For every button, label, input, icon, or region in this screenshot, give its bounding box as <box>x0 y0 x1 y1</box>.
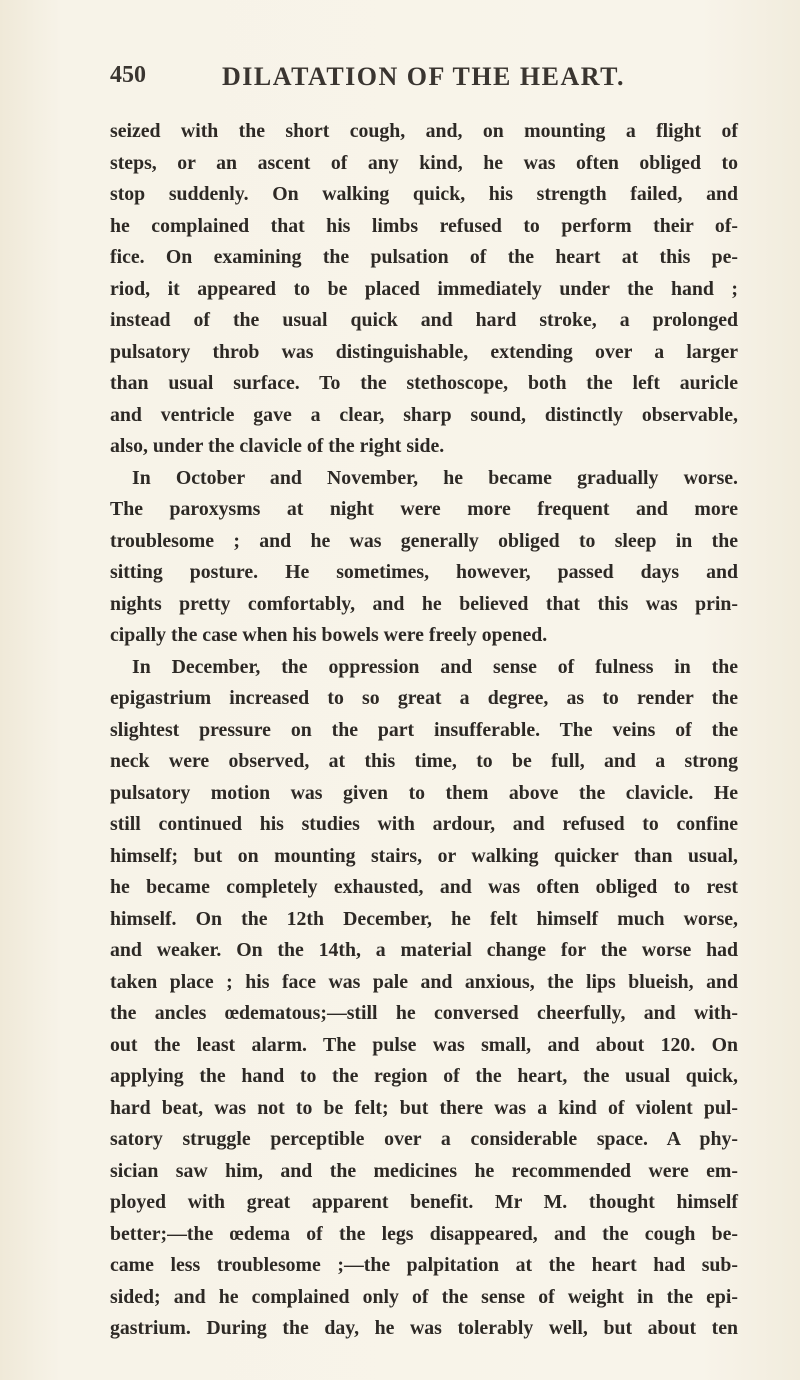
text-line: troublesome ; and he was generally obliged to sleep in the <box>110 529 738 552</box>
text-line: he became completely exhausted, and was often obliged to rest <box>110 876 738 898</box>
text-line: sician saw him, and the medicines he recommended were em- <box>110 1159 738 1182</box>
running-title: DILATATION OF THE HEART. <box>222 62 625 91</box>
text-line: still continued his studies with ardour, and refused to confine <box>110 813 738 835</box>
text-line: stop suddenly. On walking quick, his strength failed, and <box>110 183 738 205</box>
text-line: steps, or an ascent of any kind, he was often obliged to <box>110 151 738 174</box>
text-line: than usual surface. To the stethoscope, both the left auricle <box>110 372 738 394</box>
text-line: gastrium. During the day, he was tolerably well, but about ten <box>110 1317 738 1339</box>
text-line: satory struggle perceptible over a considerable space. A phy- <box>110 1128 738 1150</box>
text-line: pulsatory motion was given to them above the clavicle. He <box>110 781 738 804</box>
text-line: sitting posture. He sometimes, however, passed days and <box>110 561 738 583</box>
text-line: out the least alarm. The pulse was small, and about 120. On <box>110 1033 738 1056</box>
running-head <box>110 62 720 96</box>
text-line: himself. On the 12th December, he felt himself much worse, <box>110 907 738 930</box>
text-line: epigastrium increased to so great a degree, as to render the <box>110 687 738 709</box>
text-line: neck were observed, at this time, to be full, and a strong <box>110 750 738 772</box>
text-line: came less troublesome ;—the palpitation at the heart had sub- <box>110 1254 738 1276</box>
text-line: seized with the short cough, and, on mounting a flight of <box>110 120 738 142</box>
text-line: instead of the usual quick and hard stroke, a prolonged <box>110 309 738 331</box>
text-line: better;—the œdema of the legs disappeared, and the cough be- <box>110 1222 738 1245</box>
text-line: and weaker. On the 14th, a material change for the worse had <box>110 939 738 961</box>
text-line: cipally the case when his bowels were freely opened. <box>110 624 548 646</box>
text-line: hard beat, was not to be felt; but there was a kind of violent pul- <box>110 1096 738 1119</box>
text-line: the ancles œdematous;—still he conversed cheerfully, and with- <box>110 1002 738 1024</box>
text-line: nights pretty comfortably, and he believed that this was prin- <box>110 592 738 615</box>
text-line: pulsatory throb was distinguishable, extending over a larger <box>110 340 738 363</box>
text-line: The paroxysms at night were more frequent and more <box>110 498 738 520</box>
page-number: 450 <box>110 62 146 88</box>
text-line: he complained that his limbs refused to perform their of- <box>110 214 738 237</box>
text-line: sided; and he complained only of the sense of weight in the epi- <box>110 1285 738 1308</box>
body-text <box>110 116 738 1345</box>
text-line: fice. On examining the pulsation of the heart at this pe- <box>110 246 738 268</box>
text-line: himself; but on mounting stairs, or walking quicker than usual, <box>110 844 738 867</box>
text-line: also, under the clavicle of the right side. <box>110 435 445 457</box>
paragraph-start-line: In December, the oppression and sense of fulness in the <box>132 655 738 678</box>
text-line: and ventricle gave a clear, sharp sound, distinctly observable, <box>110 403 738 426</box>
text-line: ployed with great apparent benefit. Mr M. thought himself <box>110 1191 738 1213</box>
text-line: slightest pressure on the part insufferable. The veins of the <box>110 718 738 741</box>
paragraph-start-line: In October and November, he became gradually worse. <box>132 466 738 489</box>
text-line: taken place ; his face was pale and anxious, the lips blueish, and <box>110 970 738 993</box>
text-line: applying the hand to the region of the heart, the usual quick, <box>110 1065 738 1087</box>
text-line: riod, it appeared to be placed immediately under the hand ; <box>110 277 738 300</box>
